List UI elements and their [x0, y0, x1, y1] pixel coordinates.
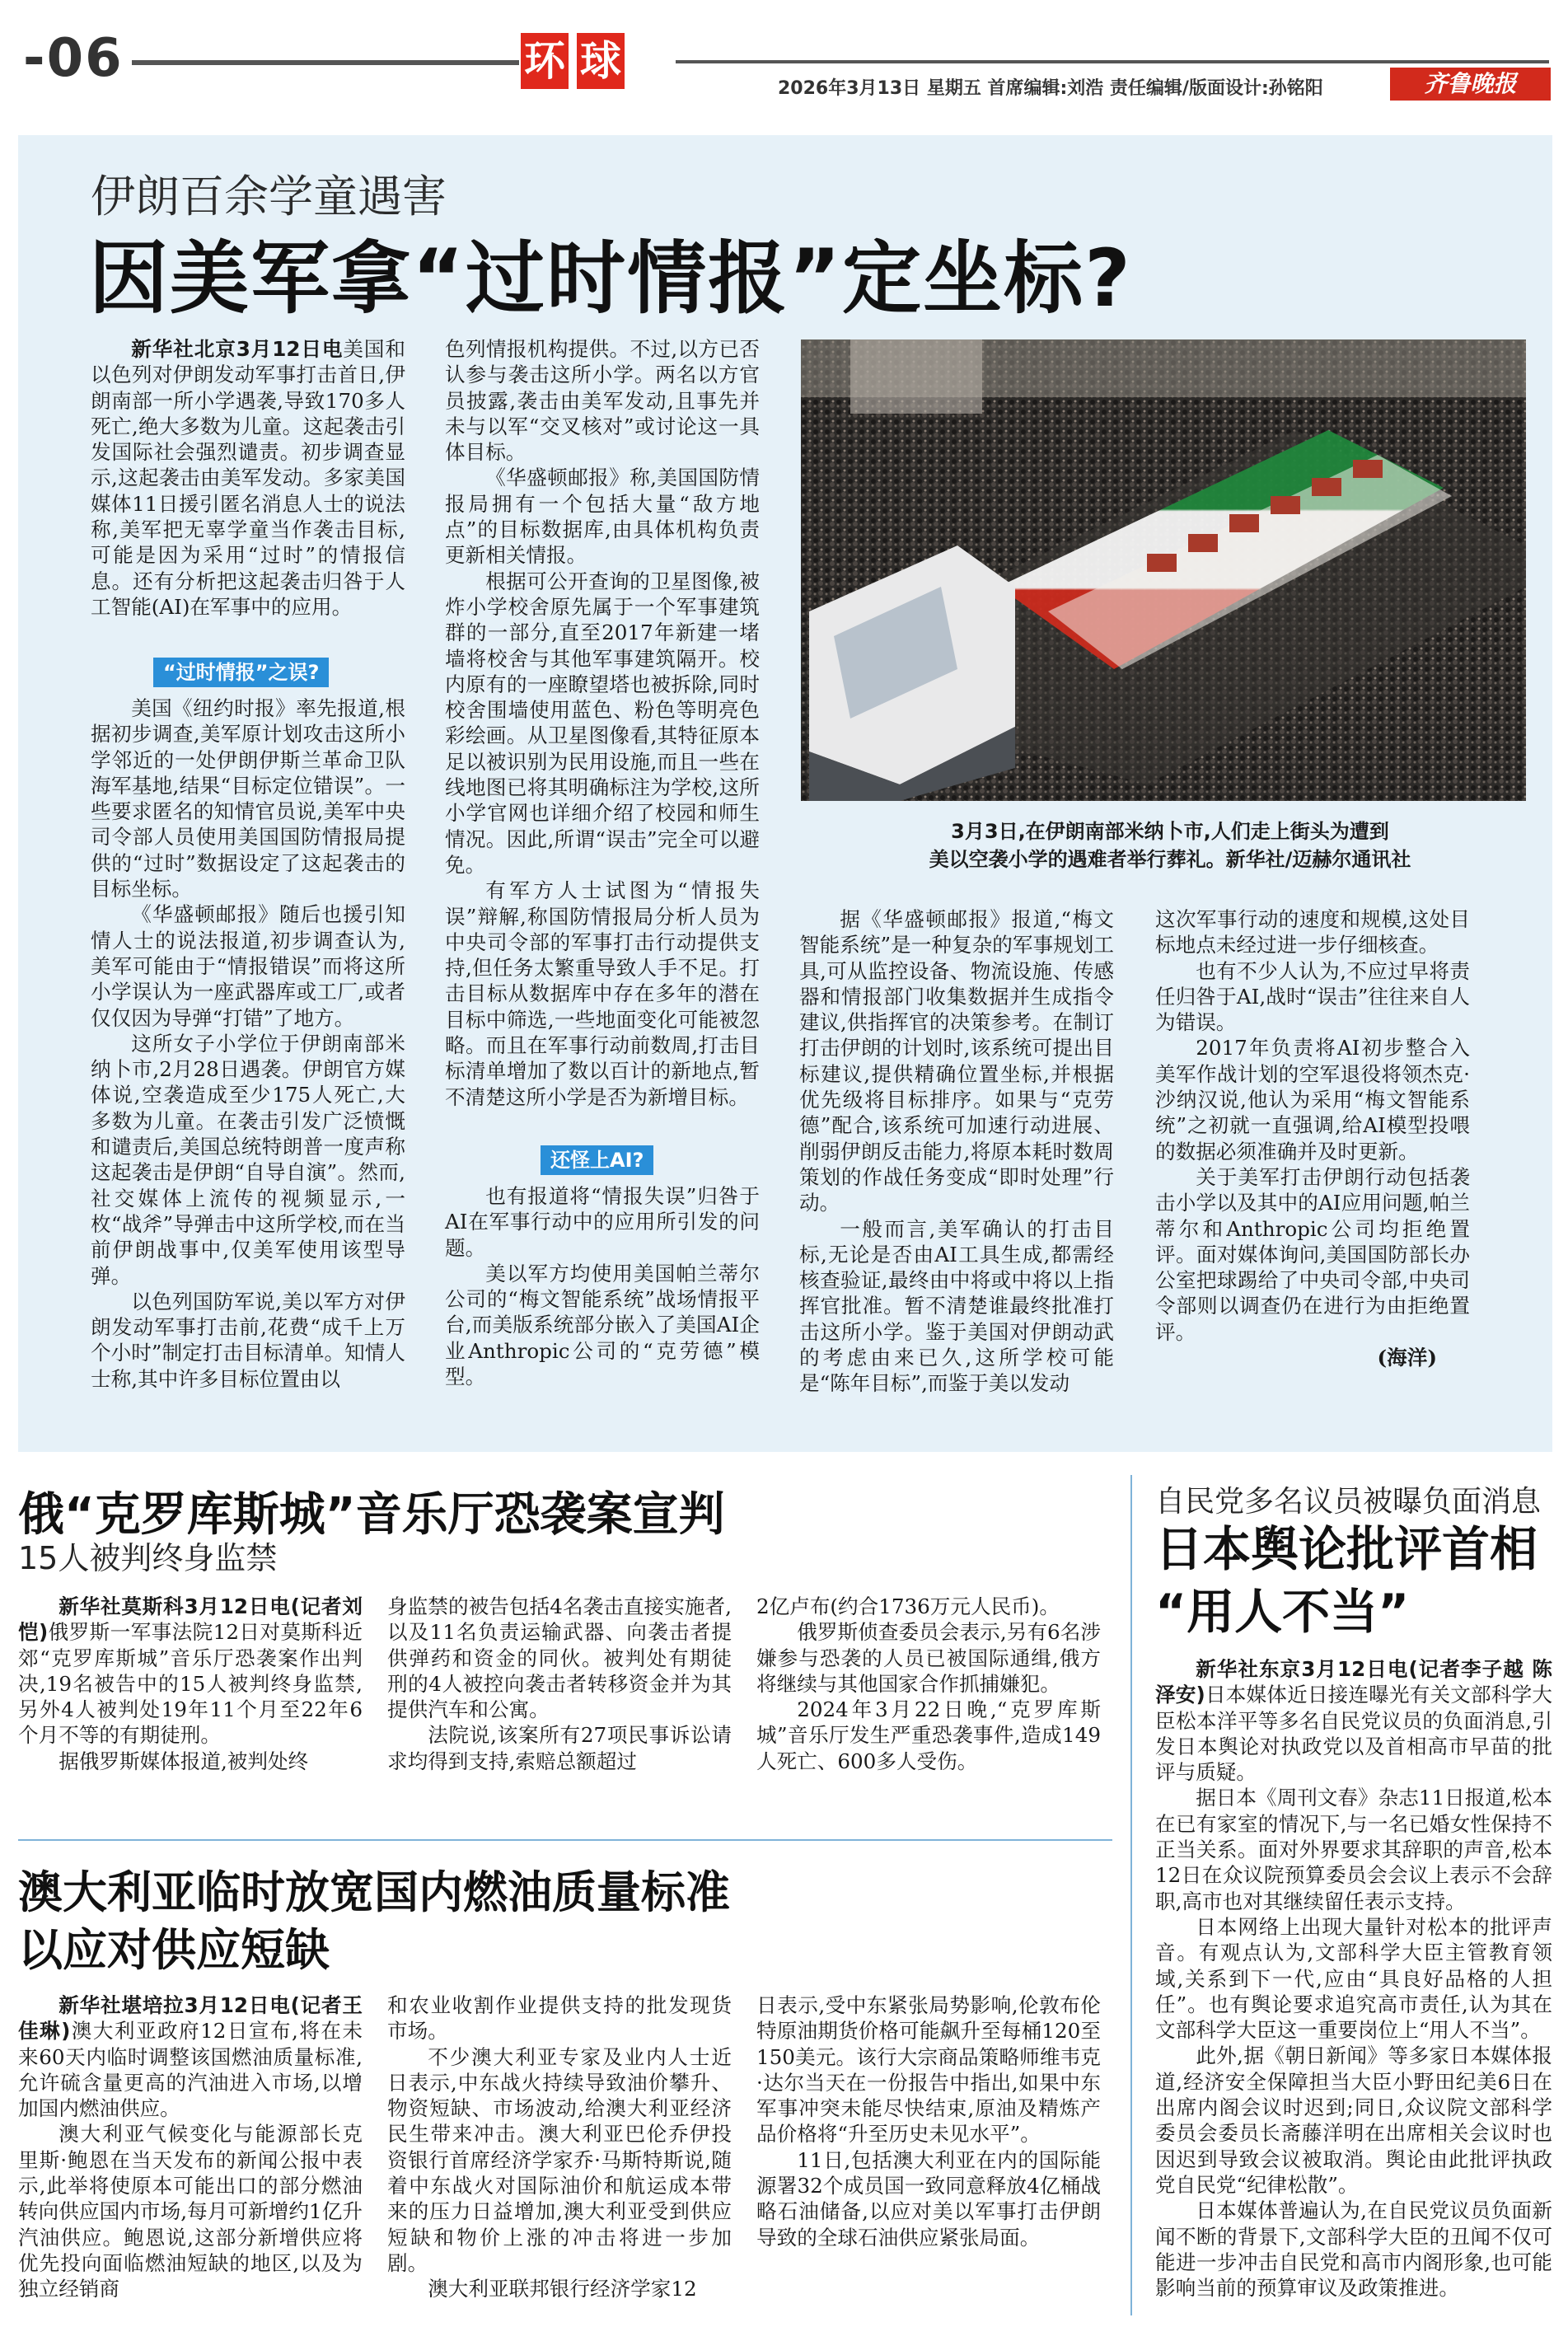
top-story-paragraph-6: 色列情报机构提供。不过,以方已否认参与袭击这所小学。两名以方官员披露,袭击由美军发动,且事先并未与以军“交叉核对”或讨论这一具体目标。 [445, 337, 760, 465]
story2-column-2 [387, 1594, 732, 1774]
story3-title [18, 1864, 730, 1979]
story2-paragraph-3: 身监禁的被告包括4名袭击直接实施者,以及11名负责运输武器、向袭击者提供弹药和资金的同伙。被判处有期徒刑的4人被控向袭击者转移资金并为其提供汽车和公寓。 [387, 1594, 732, 1722]
story3-paragraph-3: 和农业收割作业提供支持的批发现货市场。 [387, 1993, 732, 2044]
header-rule-right [676, 60, 1549, 63]
top-story-byline: (海洋) [1377, 1346, 1437, 1370]
story4-paragraph-5: 日本媒体普遍认为,在自民党议员负面新闻不断的背景下,文部科学大臣的丑闻不仅可能进一步冲击自民党和高市内阁形象,也可能影响当前的预算审议及政策推进。 [1155, 2198, 1552, 2301]
story2-column-3 [756, 1594, 1101, 1774]
story4-kicker: 自民党多名议员被曝负面消息 [1155, 1485, 1542, 1519]
story2-paragraph-1: 俄罗斯一军事法院12日对莫斯科近郊“克罗库斯城”音乐厅恐袭案作出判决,19名被告中的15人被判终身监禁,另外4人被判处19年11个月至22年6个月不等的有期徒刑。 [18, 1620, 363, 1748]
top-story-paragraph-17: 关于美军打击伊朗行动包括袭击小学以及其中的AI应用问题,帕兰蒂尔和Anthropic公司均拒绝置评。面对媒体询问,美国国防部长办公室把球踢给了中央司令部,中央司令部则以调查仍在进行为由拒绝置评。 [1155, 1164, 1470, 1344]
story3-paragraph-7: 11日,包括澳大利亚在内的国际能源署32个成员国一致同意释放4亿桶战略石油储备,以应对美以军事打击伊朗导致的全球石油供应紧张局面。 [756, 2147, 1101, 2250]
top-story-column-4 [1155, 906, 1470, 1370]
story3-paragraph-1: 澳大利亚政府12日宣布,将在未来60天内临时调整该国燃油质量标准,允许硫含量更高的汽油进入市场,以增加国内燃油供应。 [18, 2019, 363, 2121]
top-story-paragraph-12: 据《华盛顿邮报》报道,“梅文智能系统”是一种复杂的军事规划工具,可从监控设备、物流设施、传感器和情报部门收集数据并生成指令建议,供指挥官的决策参考。在制订打击伊朗的计划时,该系统可提出目标建议,提供精确位置坐标,并根据优先级将目标排序。如果与“克劳德”配合,该系统可加速行动进展、削弱伊朗反击能力,将原本耗时数周策划的作战任务变成“即时处理”行动。 [799, 907, 1114, 1215]
story3-column-3 [756, 1992, 1101, 2250]
story2-paragraph-5: 2亿卢布(约合1736万元人民币)。 [756, 1594, 1060, 1618]
story4-dateline: 新华社东京3月12日电(记者李子越 陈泽安) [1155, 1657, 1552, 1707]
story3-paragraph-2: 澳大利亚气候变化与能源部长克里斯·鲍恩在当天发布的新闻公报中表示,此举将使原本可能出口的部分燃油转向供应国内市场,每月可新增约1亿升汽油供应。鲍恩说,这部分新增供应将优先投向面临燃油短缺的地区,以及为独立经销商 [18, 2122, 363, 2301]
top-story-dateline: 新华社北京3月12日电 [131, 337, 344, 361]
story3-paragraph-4: 不少澳大利亚专家及业内人士近日表示,中东战火持续导致油价攀升、物资短缺、市场波动,给澳大利亚经济民生带来冲击。澳大利亚巴伦乔伊投资银行首席经济学家乔·马斯特斯说,随着中东战火对国际油价和航运成本带来的压力日益增加,澳大利亚受到供应短缺和物价上涨的冲击将进一步加剧。 [387, 2044, 732, 2275]
photo-caption [824, 817, 1516, 873]
top-story-paragraph-4: 这所女子小学位于伊朗南部米纳卜市,2月28日遇袭。伊朗官方媒体说,空袭造成至少175人死亡,大多数为儿童。在袭击引发广泛愤慨和谴责后,美国总统特朗普一度声称这起袭击是伊朗“自导自演”。然而,社交媒体上流传的视频显示,一枚“战斧”导弹击中这所学校,而在当前伊朗战事中,仅美军使用该型导弹。 [91, 1031, 405, 1288]
top-story-column-1 [91, 336, 405, 620]
top-story-paragraph-13: 一般而言,美军确认的打击目标,无论是否由AI工具生成,都需经核查验证,最终由中将或中将以上指挥官批准。暂不清楚谁最终批准打击这所小学。鉴于美国对伊朗动武的考虑由来已久,这所学校可能是“陈年目标”,而鉴于美以发动 [799, 1216, 1114, 1396]
story-divider-horizontal [18, 1839, 1112, 1841]
top-story-title: 因美军拿“过时情报”定坐标? [89, 232, 1132, 325]
story4-title-line-1: 日本舆论批评首相 [1155, 1521, 1538, 1577]
photo-caption-line-1: 3月3日,在伊朗南部米纳卜市,人们走上街头为遭到 [951, 820, 1389, 843]
story3-paragraph-6: 日表示,受中东紧张局势影响,伦敦布伦特原油期货价格可能飙升至每桶120至150美元。该行大宗商品策略师维韦克·达尔当天在一份报告中指出,如果中东军事冲突未能尽快结束,原油及精炼产品价格将“升至历史未见水平”。 [756, 1993, 1101, 2147]
funeral-crowd-photo-drawing [801, 339, 1526, 801]
column-divider-right [1130, 1475, 1132, 2315]
story4-column [1155, 1656, 1552, 2301]
top-story-paragraph-2: 美国《纽约时报》率先报道,根据初步调查,美军原计划攻击这所小学邻近的一处伊朗伊斯兰革命卫队海军基地,结果“目标定位错误”。一些要求匿名的知情官员说,美军中央司令部人员使用美国国防情报局提供的“过时”数据设定了这起袭击的目标坐标。 [91, 696, 405, 901]
funeral-crowd-photo [801, 339, 1526, 801]
story2-paragraph-2: 据俄罗斯媒体报道,被判处终 [59, 1749, 309, 1773]
top-story-paragraph-5: 以色列国防军说,美以军方对伊朗发动军事打击前,花费“成千上万个小时”制定打击目标清单。知情人士称,其中许多目标位置由以 [91, 1289, 405, 1391]
story2-column-1 [18, 1594, 363, 1774]
story4-title [1155, 1518, 1538, 1643]
story2-paragraph-7: 2024年3月22日晚,“克罗库斯城”音乐厅发生严重恐袭事件,造成149人死亡、600多人受伤。 [756, 1697, 1101, 1773]
top-story-paragraph-16: 2017年负责将AI初步整合入美军作战计划的空军退役将领杰克·沙纳汉说,他认为采用“梅文智能系统”之初就一直强调,给AI模型投喂的数据必须准确并及时更新。 [1155, 1036, 1470, 1164]
page-number: -06 [23, 28, 124, 89]
story3-paragraph-5: 澳大利亚联邦银行经济学家12 [428, 2277, 697, 2301]
top-story-paragraph-3: 《华盛顿邮报》随后也援引知情人士的说法报道,初步调查认为,美军可能由于“情报错误”而将这所小学误认为一座武器库或工厂,或者仅仅因为导弹“打错”了地方。 [91, 902, 405, 1030]
story4-paragraph-2: 据日本《周刊文春》杂志11日报道,松本在已有家室的情况下,与一名已婚女性保持不正当关系。面对外界要求其辞职的声音,松本12日在众议院预算委员会会议上表示不会辞职,高市也对其继续留任表示支持。 [1155, 1786, 1552, 1913]
top-story-column-1b [91, 695, 405, 1392]
top-story-paragraph-11: 美以军方均使用美国帕兰蒂尔公司的“梅文智能系统”战场情报平台,而美版系统部分嵌入了美国AI企业Anthropic公司的“克劳德”模型。 [445, 1261, 760, 1389]
top-story-paragraph-10: 也有报道将“情报失误”归咎于AI在军事行动中的应用所引发的问题。 [445, 1184, 760, 1260]
story2-paragraph-4: 法院说,该案所有27项民事诉讼请求均得到支持,索赔总额超过 [387, 1723, 732, 1773]
story2-subtitle: 15人被判终身监禁 [18, 1540, 278, 1576]
top-story-paragraph-1: 美国和以色列对伊朗发动军事打击首日,伊朗南部一所小学遇袭,导致170多人死亡,绝大多数为儿童。这起袭击引发国际社会强烈谴责。初步调查显示,这起袭击由美军发动。多家美国媒体11日援引匿名消息人士的说法称,美军把无辜学童当作袭击目标,可能是因为采用“过时”的情报信息。还有分析把这起袭击归咎于人工智能(AI)在军事中的应用。 [91, 337, 405, 619]
section-tag-char-2: 球 [577, 33, 625, 89]
top-story-kicker: 伊朗百余学童遇害 [91, 171, 447, 222]
story2-dateline: 新华社莫斯科3月12日电(记者刘恺) [18, 1594, 363, 1645]
story2-title: 俄“克罗库斯城”音乐厅恐袭案宣判 [18, 1488, 725, 1542]
subhead-outdated-intel: “过时情报”之误? [153, 658, 329, 687]
photo-caption-line-2: 美以空袭小学的遇难者举行葬礼。新华社/迈赫尔通讯社 [929, 848, 1411, 871]
story3-title-line-1: 澳大利亚临时放宽国内燃油质量标准 [18, 1866, 730, 1918]
top-story-paragraph-7: 《华盛顿邮报》称,美国国防情报局拥有一个包括大量“敌方地点”的目标数据库,由具体机构负责更新相关情报。 [445, 466, 760, 568]
newspaper-masthead-logo: 齐鲁晚报 [1390, 68, 1551, 101]
story4-paragraph-4: 此外,据《朝日新闻》等多家日本媒体报道,经济安全保障担当大臣小野田纪美6日在出席内阁会议时迟到;同日,众议院文部科学委员会委员长斋藤洋明在出席相关会议时也因迟到导致会议被取消。舆论由此批评执政党自民党“纪律松散”。 [1155, 2044, 1552, 2197]
subhead-blame-ai: 还怪上AI? [541, 1145, 653, 1175]
story3-column-2 [387, 1992, 732, 2302]
issue-info: 2026年3月13日 星期五 首席编辑:刘浩 责任编辑/版面设计:孙铭阳 [778, 78, 1323, 99]
story3-dateline: 新华社堪培拉3月12日电(记者王佳琳) [18, 1993, 363, 2044]
top-story-column-3 [799, 906, 1114, 1397]
story3-title-line-2: 以应对供应短缺 [18, 1924, 330, 1976]
story3-column-1 [18, 1992, 363, 2302]
top-story-column-2 [445, 336, 760, 1110]
story4-title-line-2: “用人不当” [1155, 1584, 1410, 1640]
section-tag-char-1: 环 [521, 33, 569, 89]
top-story-paragraph-8: 根据可公开查询的卫星图像,被炸小学校舍原先属于一个军事建筑群的一部分,直至2017年新建一堵墙将校舍与其他军事建筑隔开。校内原有的一座瞭望塔也被拆除,同时校舍围墙使用蓝色、粉色等明亮色彩绘画。从卫星图像看,其特征原本足以被识别为民用设施,而且一些在线地图已将其明确标注为学校,这所小学官网也详细介绍了校园和师生情况。因此,所谓“误击”完全可以避免。 [445, 569, 760, 877]
top-story-column-2b [445, 1183, 760, 1389]
story4-paragraph-3: 日本网络上出现大量针对松本的批评声音。有观点认为,文部科学大臣主管教育领域,关系到下一代,应由“具良好品格的人担任”。也有舆论要求追究高市责任,认为其在文部科学大臣这一重要岗位上“用人不当”。 [1155, 1914, 1552, 2043]
top-story-paragraph-9: 有军方人士试图为“情报失误”辩解,称国防情报局分析人员为中央司令部的军事打击行动提供支持,但任务太繁重导致人手不足。打击目标从数据库中存在多年的潜在目标中筛选,一些地面变化可能被忽略。而且在军事行动前数周,打击目标清单增加了数以百计的新地点,暂不清楚这所小学是否为新增目标。 [445, 878, 760, 1109]
header-rule-left [132, 60, 519, 65]
top-story-paragraph-15: 也有不少人认为,不应过早将责任归咎于AI,战时“误击”往往来自人为错误。 [1155, 958, 1470, 1035]
story4-paragraph-1: 日本媒体近日接连曝光有关文部科学大臣松本洋平等多名自民党议员的负面消息,引发日本舆论对执政党以及首相高市早苗的批评与质疑。 [1155, 1683, 1552, 1785]
story2-paragraph-6: 俄罗斯侦查委员会表示,另有6名涉嫌参与恐袭的人员已被国际通缉,俄方将继续与其他国家合作抓捕嫌犯。 [756, 1620, 1101, 1696]
top-story-paragraph-14: 这次军事行动的速度和规模,这处目标地点未经过进一步仔细核查。 [1155, 907, 1470, 957]
